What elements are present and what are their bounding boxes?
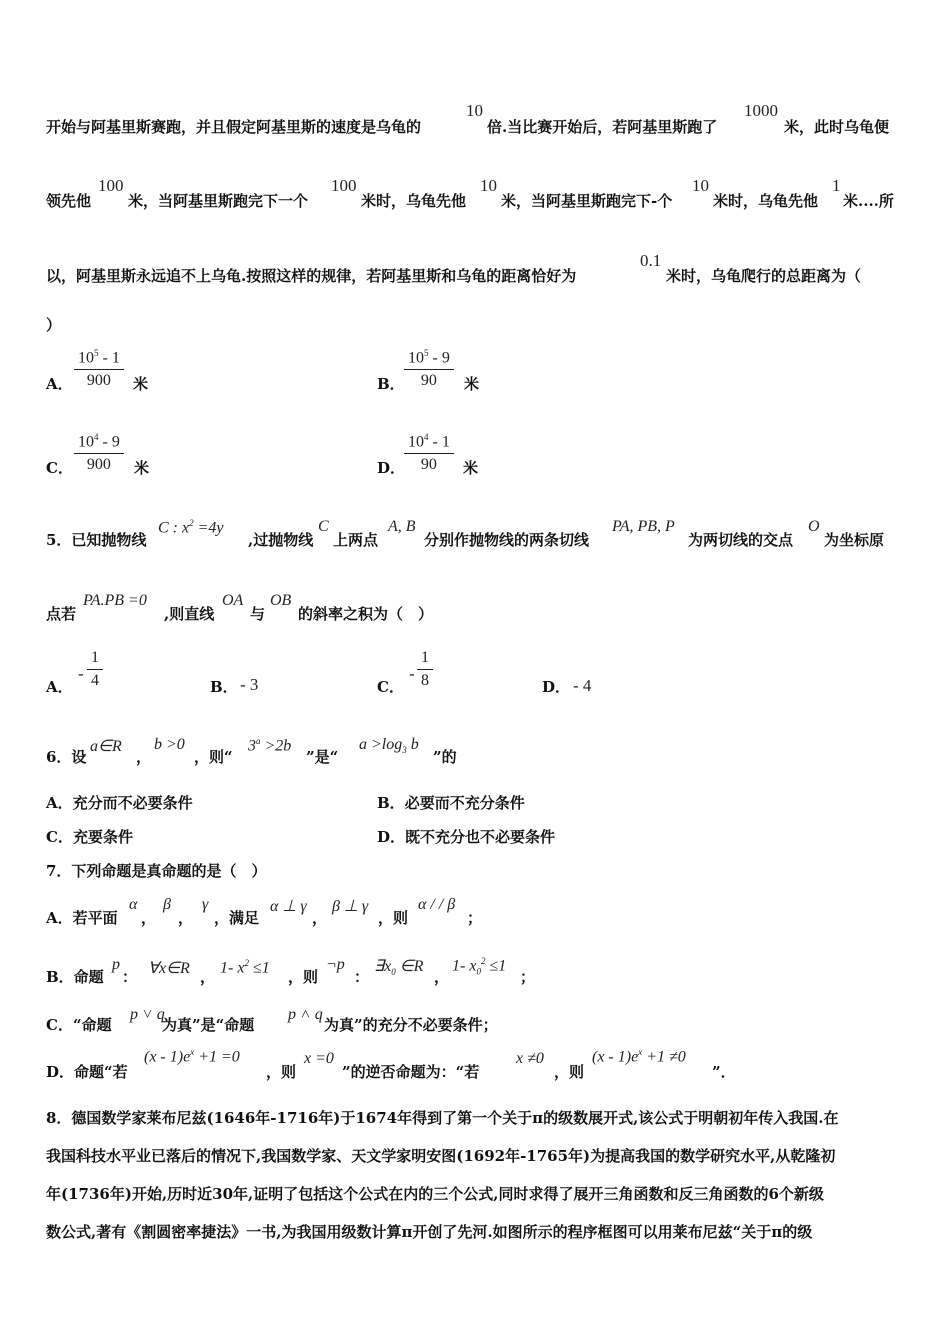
q7-b-ineq-1: 1- $x^2 \le 1$ [220, 958, 270, 977]
q8-line-1: 8．德国数学家莱布尼兹(1646年-1716年)于1674年得到了第一个关于π的级数展开式,该公式于明朝初年传入我国.在 [46, 1109, 839, 1127]
q7-d-text-contra: ”的逆否命题为：“若 [342, 1063, 480, 1081]
q6-cond-a: a∈R [90, 738, 122, 755]
q7-b-forall: ∀x∈R [148, 960, 190, 977]
q5-points-ab: A, B [388, 518, 416, 535]
q5-line2-b: ,则直线 [164, 605, 215, 623]
q4-line2-text-f: 米....所 [843, 192, 894, 210]
q7-a-text-then: ，则 [378, 909, 409, 927]
q4-option-d-label[interactable]: D． [377, 459, 406, 477]
q5-option-c-fraction: $\frac{1}{8}$ [417, 649, 433, 690]
q5-parabola-eq: C : $x^2 =4y$ [158, 518, 224, 537]
q4-option-a-fraction: $\frac{10^5 - 1}{900}$ [74, 348, 124, 390]
q5-option-d-value: - 4 [573, 676, 592, 695]
q5-option-c-sign: - [409, 664, 415, 683]
q4-option-b-unit: 米 [464, 375, 480, 393]
q5-dot-product: PA.PB =0 [83, 592, 147, 609]
q7-option-a-label[interactable]: A．若平面 [46, 909, 118, 927]
q7-c-and: p ˄ q [288, 1006, 323, 1023]
q7-option-b-label[interactable]: B．命题 [46, 968, 104, 986]
q6-cond-b: b >0 [154, 736, 185, 753]
q4-lead-1: 1 [832, 176, 841, 195]
q7-b-text-then: ，则 [288, 968, 319, 986]
q4-gap-0.1: 0.1 [640, 251, 662, 270]
q6-option-a[interactable]: A．充分而不必要条件 [46, 794, 193, 812]
q7-d-x-eq-0: x =0 [304, 1050, 334, 1067]
q7-c-text-b: 为真”的充分不必要条件； [324, 1016, 498, 1034]
q6-stem-b: ， [136, 748, 152, 766]
q7-d-end: ”． [712, 1063, 736, 1081]
q5-var-c: C [318, 518, 329, 535]
q7-a-comma-1: ， [141, 909, 157, 927]
q5-tangents: PA, PB, P [612, 518, 675, 535]
q7-b-ineq-2: 1- $x_0^2 \le 1$ [452, 956, 507, 977]
q7-a-comma-3: ， [312, 909, 328, 927]
q4-line3-text-b: 米时，乌龟爬行的总距离为（ [666, 267, 862, 285]
q7-c-text-a: 为真”是“命题 [162, 1016, 255, 1034]
q4-run-10: 10 [692, 176, 709, 195]
q4-lead-100: 100 [98, 176, 124, 195]
q5-stem-b: ,过抛物线 [248, 531, 314, 549]
q6-option-c[interactable]: C．充要条件 [46, 828, 133, 846]
q7-a-text-satisfy: ，满足 [214, 909, 260, 927]
q5-stem-c: 上两点 [333, 531, 379, 549]
q7-d-cond-1: $(x - 1)e^x +1 =0$ [144, 1047, 240, 1066]
q4-line1-text-c: 米，此时乌龟便 [784, 118, 890, 136]
q5-line-ob: OB [270, 592, 292, 609]
q7-a-beta: β [163, 896, 171, 913]
q5-option-c-label[interactable]: C． [377, 678, 404, 696]
q5-option-b-value: - 3 [240, 675, 259, 694]
q8-line-2: 我国科技水平业已落后的情况下,我国数学家、天文学家明安图(1692年-1765年)为提高我国的数学研究水平,从乾隆初 [46, 1147, 836, 1165]
q4-speed-ratio: 10 [466, 101, 483, 120]
q7-d-x-neq-0: x ≠0 [516, 1050, 544, 1067]
q4-option-b-fraction: $\frac{10^5 - 9}{90}$ [404, 348, 454, 390]
q5-stem-a: 5．已知抛物线 [46, 531, 147, 549]
q7-a-semicolon: ； [467, 909, 483, 927]
q4-close-paren: ） [46, 316, 62, 334]
q4-lead-10: 10 [480, 176, 497, 195]
q5-line2-d: 的斜率之积为（ ） [298, 605, 434, 623]
q8-line-3: 年(1736年)开始,历时近30年,证明了包括这个公式在内的三个公式,同时求得了展开三角函数和反三角函数的6个新级 [46, 1185, 824, 1203]
q6-cond-p: $3^a >2b$ [248, 736, 292, 755]
q5-option-a-sign: - [78, 664, 84, 683]
q5-stem-d: 分别作抛物线的两条切线 [424, 531, 590, 549]
q4-line2-text-c: 米时，乌龟先他 [361, 192, 467, 210]
q7-option-d-label[interactable]: D．命题“若 [46, 1063, 128, 1081]
q4-distance-1000: 1000 [744, 101, 778, 120]
q4-line1-text-b: 倍.当比赛开始后，若阿基里斯跑了 [487, 118, 718, 136]
q4-line2-text-d: 米，当阿基里斯跑完下-个 [501, 192, 673, 210]
q7-b-comma-2: ， [434, 968, 450, 986]
q5-origin-o: O [808, 518, 820, 535]
q4-run-100: 100 [331, 176, 357, 195]
q7-b-p: p [112, 956, 120, 973]
q7-a-gamma: γ [202, 896, 209, 913]
q4-option-c-unit: 米 [134, 459, 150, 477]
q6-stem-d: ”是“ [306, 748, 339, 766]
q7-b-exists: $\exists x_0$ ∈R [374, 958, 424, 978]
q5-option-b-label[interactable]: B． [210, 678, 238, 696]
q6-stem-c: ，则“ [194, 748, 233, 766]
q4-option-b-label[interactable]: B． [377, 375, 405, 393]
q5-option-a-label[interactable]: A． [46, 678, 73, 696]
q7-b-not-p: ¬p [326, 956, 345, 973]
q7-a-cond-2: β ⊥ γ [332, 898, 369, 915]
q7-a-conclusion: α / / β [418, 896, 456, 913]
q6-option-b[interactable]: B．必要而不充分条件 [377, 794, 525, 812]
q4-option-a-unit: 米 [133, 375, 149, 393]
q8-line-4: 数公式,著有《割圆密率捷法》一书,为我国用级数计算π开创了先河.如图所示的程序框图可以用莱布尼兹“关于π的级 [46, 1223, 813, 1241]
q4-option-d-unit: 米 [463, 459, 479, 477]
q7-a-comma-2: ， [178, 909, 194, 927]
q5-line2-a: 点若 [46, 605, 77, 623]
q6-cond-q: $a >\log_3$ b [359, 736, 419, 756]
q7-a-alpha: α [129, 896, 138, 913]
q7-a-cond-1: α ⊥ γ [270, 898, 307, 915]
q5-stem-f: 为坐标原 [824, 531, 885, 549]
q7-b-comma-1: ， [200, 968, 216, 986]
q4-line2-text-a: 领先他 [46, 192, 92, 210]
q4-line2-text-e: 米时，乌龟先他 [713, 192, 819, 210]
q4-option-a-label[interactable]: A． [46, 375, 73, 393]
q5-option-a-fraction: $\frac{1}{4}$ [87, 649, 103, 690]
q5-stem-e: 为两切线的交点 [688, 531, 794, 549]
q5-line-oa: OA [222, 592, 244, 609]
q5-line2-c: 与 [250, 605, 266, 623]
q4-option-d-fraction: $\frac{10^4 - 1}{90}$ [404, 432, 454, 474]
q4-option-c-fraction: $\frac{10^4 - 9}{900}$ [74, 432, 124, 474]
q4-line3-text-a: 以，阿基里斯永远追不上乌龟.按照这样的规律，若阿基里斯和乌龟的距离恰好为 [46, 267, 577, 285]
q7-d-text-then-1: ，则 [266, 1063, 297, 1081]
q7-b-colon-2: ： [354, 968, 370, 986]
q6-option-d[interactable]: D．既不充分也不必要条件 [377, 828, 556, 846]
q7-b-semicolon: ； [520, 968, 536, 986]
q7-stem: 7．下列命题是真命题的是（ ） [46, 862, 267, 880]
q4-line2-text-b: 米，当阿基里斯跑完下一个 [128, 192, 309, 210]
q7-d-cond-2: $(x - 1)e^x +1 \ne 0$ [592, 1047, 686, 1066]
q6-stem-a: 6．设 [46, 748, 87, 766]
q4-line1-text-a: 开始与阿基里斯赛跑，并且假定阿基里斯的速度是乌龟的 [46, 118, 422, 136]
q7-b-colon-1: ： [122, 968, 138, 986]
q7-option-c-label[interactable]: C．“命题 [46, 1016, 112, 1034]
q7-c-or: p ˅ q [130, 1006, 165, 1023]
q7-d-text-then-2: ，则 [554, 1063, 585, 1081]
q6-stem-e: ”的 [433, 748, 457, 766]
q5-option-d-label[interactable]: D． [542, 678, 571, 696]
q4-option-c-label[interactable]: C． [46, 459, 73, 477]
